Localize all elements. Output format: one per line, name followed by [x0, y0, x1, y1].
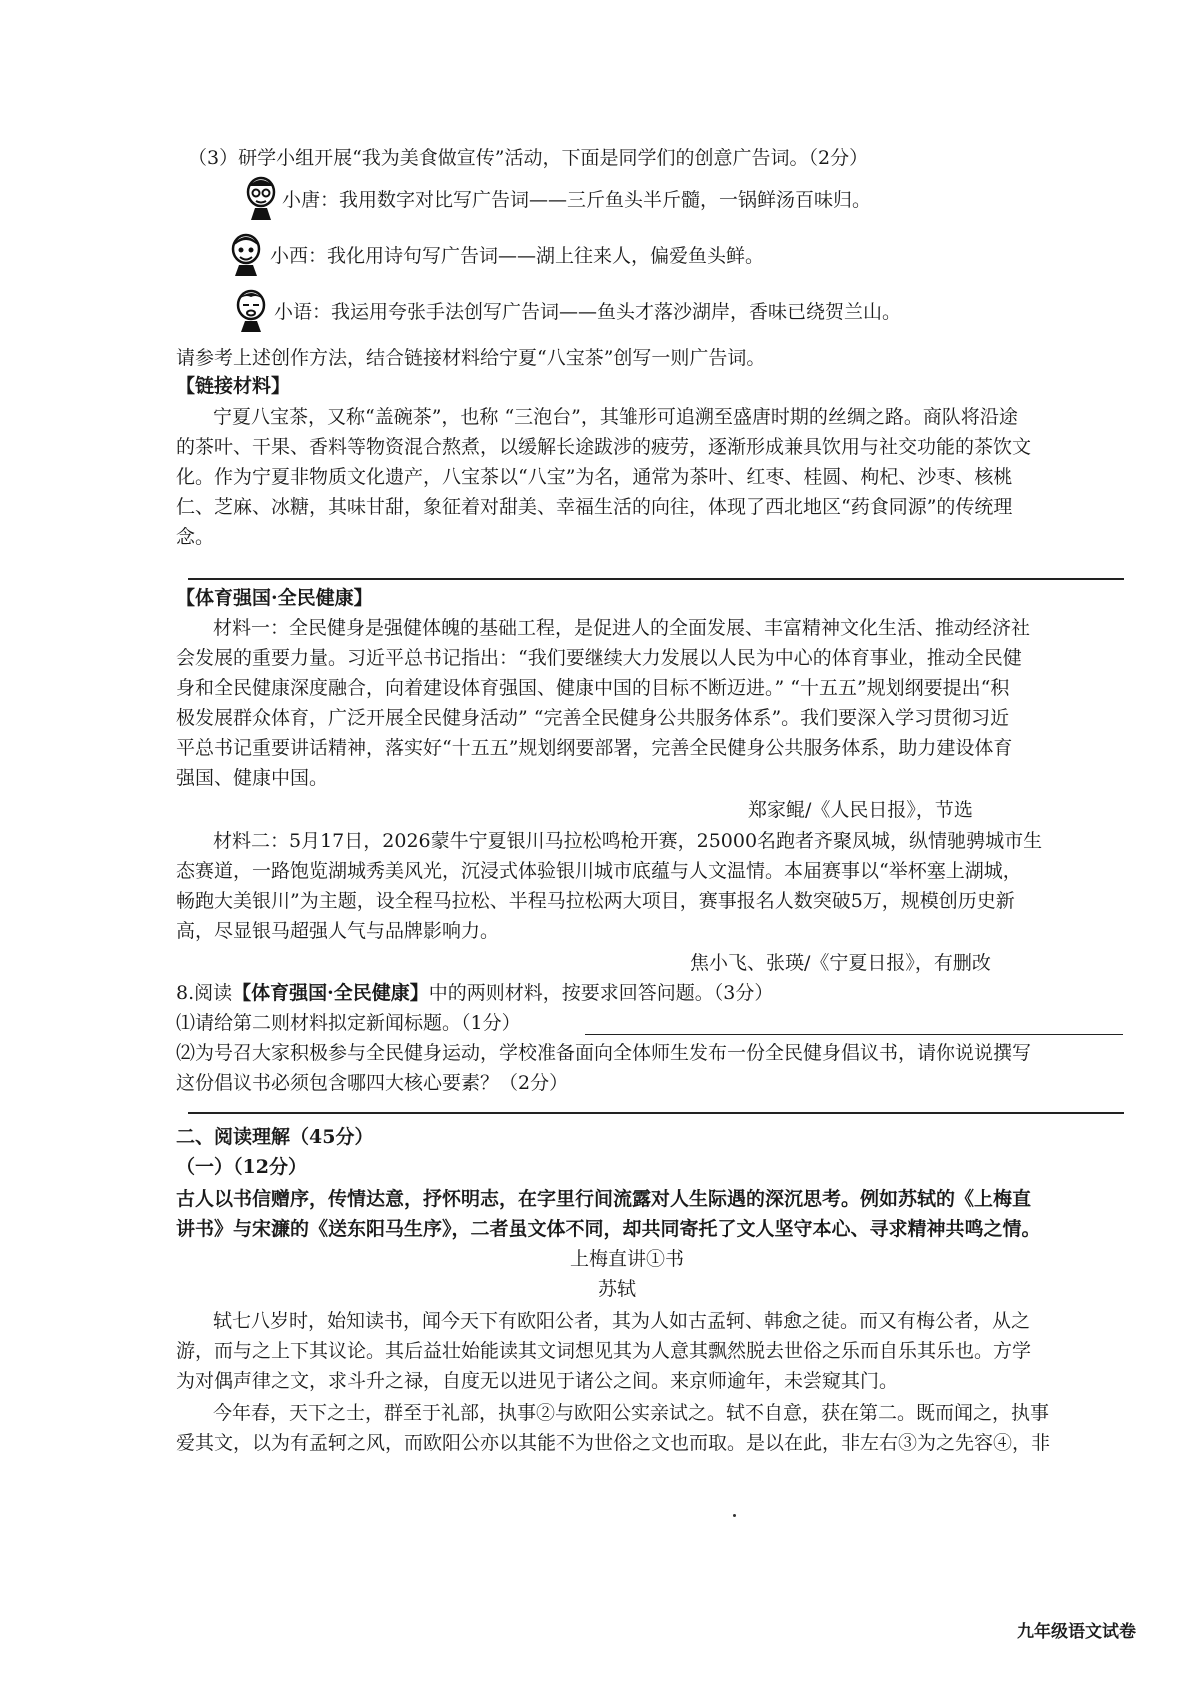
- section-divider: [188, 1112, 1124, 1114]
- xiaoyu-avatar-icon: [233, 288, 269, 332]
- q8-prompt: [176, 980, 773, 1006]
- reading-intro-line: 古人以书信赠序，传情达意，抒怀明志，在字里行间流露对人生际遇的深沉思考。例如苏轼的《上梅直: [176, 1188, 1032, 1210]
- link-material-line: 仁、芝麻、冰糖，其味甘甜，象征着对甜美、幸福生活的向往，体现了西北地区“药食同源”的传统理: [176, 496, 1013, 518]
- q3-title: （3）研学小组开展“我为美食做宣传”活动，下面是同学们的创意广告词。（2分）: [188, 147, 869, 169]
- q3-xiaotang: 小唐：我用数字对比写广告词——三斤鱼头半斤髓，一锅鲜汤百味归。: [282, 189, 872, 211]
- q3-instruction: 请参考上述创作方法，结合链接材料给宁夏“八宝茶”创写一则广告词。: [176, 347, 766, 369]
- page-footer: 九年级语文试卷: [1017, 1622, 1136, 1642]
- material-one-line: 极发展群众体育，广泛开展全民健身活动” “完善全民健身公共服务体系”。我们要深入学习贯彻习近: [176, 707, 1010, 729]
- link-material-line: 化。作为宁夏非物质文化遗产，八宝茶以“八宝”为名，通常为茶叶、红枣、桂圆、枸杞、沙枣、核桃: [176, 466, 1013, 488]
- section-divider: [188, 578, 1124, 580]
- q8-2-line: 这份倡议书必须包含哪四大核心要素？（2分）: [176, 1072, 569, 1094]
- q8-suffix: 中的两则材料，按要求回答问题。（3分）: [428, 982, 774, 1004]
- reading-intro-line: 讲书》与宋濂的《送东阳马生序》，二者虽文体不同，却共同寄托了文人坚守本心、寻求精神共鸣之情。: [176, 1218, 1041, 1240]
- reading-part-title: （一）（12分）: [176, 1156, 307, 1178]
- material-two-line: 高，尽显银马超强人气与品牌影响力。: [176, 920, 500, 942]
- material-one-line: 材料一：全民健身是强健体魄的基础工程，是促进人的全面发展、丰富精神文化生活、推动经济社: [213, 617, 1031, 639]
- essay-author: 苏轼: [598, 1278, 637, 1300]
- sports-heading: 【体育强国·全民健康】: [176, 587, 373, 609]
- reading-section-title: 二、阅读理解（45分）: [176, 1126, 374, 1148]
- material-two-source: 焦小飞、张瑛/《宁夏日报》，有删改: [690, 952, 991, 974]
- link-material-heading: 【链接材料】: [176, 375, 291, 397]
- xiaotang-avatar-icon: [243, 176, 279, 220]
- material-one-source: 郑家鲲/《人民日报》，节选: [748, 799, 973, 821]
- essay-paragraph-line: 游，而与之上下其议论。其后益壮始能读其文词想见其为人意其飘然脱去世俗之乐而自乐其乐也。方学: [176, 1340, 1032, 1362]
- material-two-line: 材料二：5月17日，2026蒙牛宁夏银川马拉松鸣枪开赛，25000名跑者齐聚凤城，纵情驰骋城市生: [213, 830, 1043, 852]
- material-one-line: 平总书记重要讲话精神，落实好“十五五”规划纲要部署，完善全民健身公共服务体系，助力建设体育: [176, 737, 1013, 759]
- xiaoxi-avatar-icon: [228, 232, 264, 276]
- material-one-line: 会发展的重要力量。习近平总书记指出：“我们要继续大力发展以人民为中心的体育事业，推动全民健: [176, 647, 1022, 669]
- material-one-line: 强国、健康中国。: [176, 767, 329, 789]
- material-one-line: 身和全民健康深度融合，向着建设体育强国、健康中国的目标不断迈进。” “十五五”规划纲要提出“积: [176, 677, 1010, 699]
- essay-paragraph-line: 爱其文，以为有孟轲之风，而欧阳公亦以其能不为世俗之文也而取。是以在此，非左右③为之先容④，非: [176, 1432, 1051, 1454]
- essay-paragraph-line: 为对偶声律之文，求斗升之禄，自度无以进见于诸公之间。来京师逾年，未尝窥其门。: [176, 1370, 899, 1392]
- essay-paragraph-line: 轼七八岁时，始知读书，闻今天下有欧阳公者，其为人如古孟轲、韩愈之徒。而又有梅公者，从之: [213, 1310, 1031, 1332]
- essay-paragraph-line: 今年春，天下之士，群至于礼部，执事②与欧阳公实亲试之。轼不自意，获在第二。既而闻之，执事: [213, 1402, 1050, 1424]
- q8-1-answer-blank[interactable]: [585, 1034, 1123, 1035]
- link-material-line: 的茶叶、干果、香料等物资混合熬煮，以缓解长途跋涉的疲劳，逐渐形成兼具饮用与社交功能的茶饮文: [176, 436, 1032, 458]
- link-material-line: 宁夏八宝茶，又称“盖碗茶”，也称 “三泡台”，其雏形可追溯至盛唐时期的丝绸之路。商队将沿途: [213, 406, 1018, 428]
- q8-bold-title: 【体育强国·全民健康】: [232, 982, 429, 1004]
- q8-1: ⑴请给第二则材料拟定新闻标题。（1分）: [176, 1012, 521, 1034]
- q8-2-line: ⑵为号召大家积极参与全民健身运动，学校准备面向全体师生发布一份全民健身倡议书，请你说说撰写: [176, 1042, 1032, 1064]
- q8-prefix: 8.阅读: [176, 982, 233, 1004]
- link-material-line: 念。: [176, 526, 215, 548]
- q3-xiaoxi: 小西：我化用诗句写广告词——湖上往来人，偏爱鱼头鲜。: [270, 245, 765, 267]
- material-two-line: 态赛道，一路饱览湖城秀美风光，沉浸式体验银川城市底蕴与人文温情。本届赛事以“举杯塞上湖城，: [176, 860, 1022, 882]
- material-two-line: 畅跑大美银川”为主题，设全程马拉松、半程马拉松两大项目，赛事报名人数突破5万，规模创历史新: [176, 890, 1015, 912]
- scan-speck: [733, 1514, 736, 1517]
- q3-xiaoyu: 小语：我运用夸张手法创写广告词——鱼头才落沙湖岸，香味已绕贺兰山。: [274, 301, 902, 323]
- essay-title: 上梅直讲①书: [570, 1248, 685, 1270]
